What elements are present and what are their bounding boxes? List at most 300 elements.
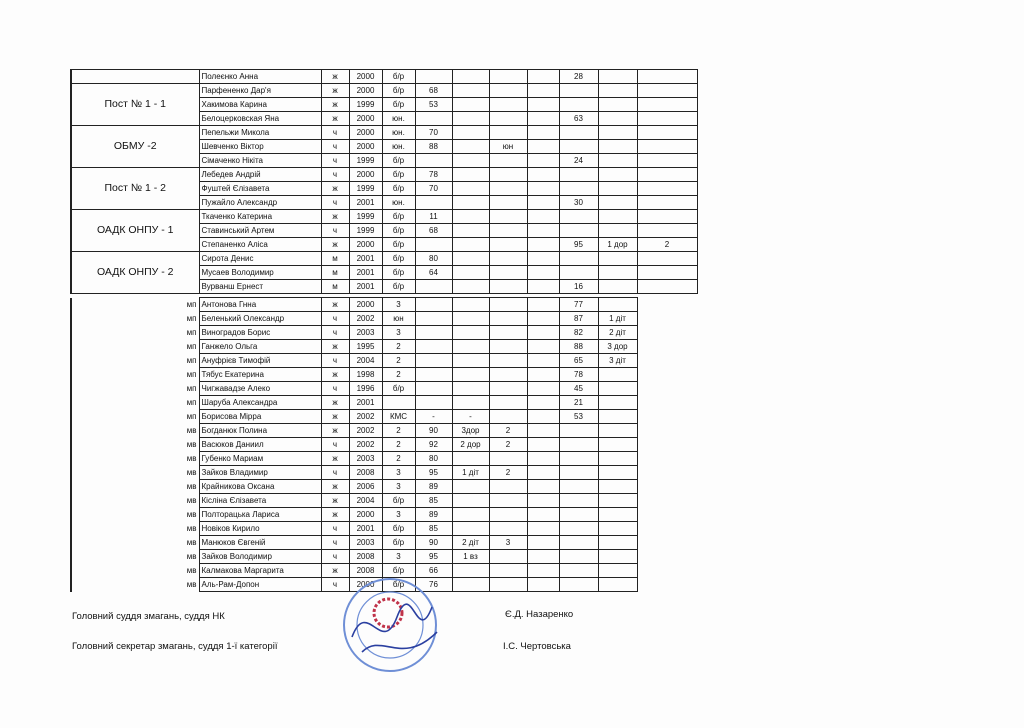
cell-place-3 <box>598 154 637 168</box>
cell-place-1 <box>452 238 489 252</box>
cell-score-2 <box>527 466 559 480</box>
cell-rank-1 <box>489 266 527 280</box>
cell-category: б/р <box>382 238 415 252</box>
cell-sex: ж <box>321 182 349 196</box>
individual-row <box>71 452 637 466</box>
cell-rank-3 <box>637 70 697 84</box>
cell-year: 2000 <box>349 140 382 154</box>
cell-score-3 <box>559 466 598 480</box>
cell-score-3 <box>559 182 598 196</box>
cell-sex: ч <box>321 224 349 238</box>
cell-score-3: 65 <box>559 354 598 368</box>
cell-sex: ч <box>321 354 349 368</box>
cell-category: КМС <box>382 410 415 424</box>
cell-rank-1: 3 <box>489 536 527 550</box>
cell-place-1 <box>452 154 489 168</box>
cell-score-3 <box>559 224 598 238</box>
cell-sex: ж <box>321 340 349 354</box>
cell-score-1: 95 <box>415 550 452 564</box>
cell-score-1: 80 <box>415 252 452 266</box>
cell-rank-1 <box>489 182 527 196</box>
cell-place-1 <box>452 298 489 312</box>
cell-place-1 <box>452 70 489 84</box>
cell-score-3 <box>559 126 598 140</box>
individual-row <box>71 382 637 396</box>
cell-score-1: 68 <box>415 224 452 238</box>
cell-year: 1999 <box>349 182 382 196</box>
cell-sex: ж <box>321 84 349 98</box>
cell-place-1 <box>452 396 489 410</box>
cell-score-3 <box>559 424 598 438</box>
cell-score-3 <box>559 210 598 224</box>
cell-group-prefix: мп <box>71 396 199 410</box>
cell-sex: ч <box>321 522 349 536</box>
cell-year: 2003 <box>349 452 382 466</box>
cell-place-3 <box>598 252 637 266</box>
cell-score-1: 11 <box>415 210 452 224</box>
cell-rank-3 <box>637 182 697 196</box>
cell-score-3: 95 <box>559 238 598 252</box>
cell-name: Белоцерковская Яна <box>199 112 321 126</box>
cell-score-1: 92 <box>415 438 452 452</box>
cell-group-prefix: мв <box>71 578 199 592</box>
cell-score-3 <box>559 550 598 564</box>
cell-place-1 <box>452 312 489 326</box>
cell-year: 2004 <box>349 354 382 368</box>
cell-score-3 <box>559 536 598 550</box>
cell-score-1 <box>415 340 452 354</box>
cell-score-2 <box>527 280 559 294</box>
cell-score-2 <box>527 182 559 196</box>
cell-score-3 <box>559 252 598 266</box>
cell-rank-1 <box>489 382 527 396</box>
cell-name: Губенко Мариам <box>199 452 321 466</box>
cell-score-1 <box>415 154 452 168</box>
cell-category: б/р <box>382 182 415 196</box>
cell-rank-1 <box>489 368 527 382</box>
team-row <box>71 252 697 266</box>
cell-category: б/р <box>382 84 415 98</box>
cell-score-2 <box>527 480 559 494</box>
cell-category: б/р <box>382 98 415 112</box>
cell-score-1 <box>415 238 452 252</box>
cell-place-3 <box>598 410 637 424</box>
cell-group-prefix: мв <box>71 480 199 494</box>
cell-name: Антонова Гнна <box>199 298 321 312</box>
cell-name: Лебедев Андрій <box>199 168 321 182</box>
cell-score-2 <box>527 98 559 112</box>
cell-score-1: 68 <box>415 84 452 98</box>
cell-year: 2001 <box>349 522 382 536</box>
cell-place-3 <box>598 536 637 550</box>
cell-place-3 <box>598 298 637 312</box>
cell-score-1: 90 <box>415 536 452 550</box>
cell-score-1 <box>415 70 452 84</box>
cell-group-prefix: мп <box>71 382 199 396</box>
cell-place-1 <box>452 140 489 154</box>
cell-place-3: 1 дор <box>598 238 637 252</box>
cell-score-2 <box>527 424 559 438</box>
cell-rank-1 <box>489 494 527 508</box>
cell-rank-3: 2 <box>637 238 697 252</box>
judge-title: Головний суддя змагань, суддя НК <box>72 611 225 622</box>
cell-score-2 <box>527 312 559 326</box>
cell-rank-3 <box>637 280 697 294</box>
official-seal <box>322 577 460 677</box>
cell-rank-1 <box>489 340 527 354</box>
cell-group-prefix: мв <box>71 438 199 452</box>
cell-place-3 <box>598 368 637 382</box>
cell-category: б/р <box>382 522 415 536</box>
cell-rank-1 <box>489 98 527 112</box>
cell-name: Виноградов Борис <box>199 326 321 340</box>
individual-row <box>71 312 637 326</box>
cell-sex: ж <box>321 508 349 522</box>
cell-category: б/р <box>382 154 415 168</box>
cell-sex: ч <box>321 154 349 168</box>
cell-place-1 <box>452 452 489 466</box>
cell-sex: ч <box>321 196 349 210</box>
cell-rank-1 <box>489 578 527 592</box>
cell-category: б/р <box>382 578 415 592</box>
cell-name: Хакимова Карина <box>199 98 321 112</box>
cell-name: Мусаев Володимир <box>199 266 321 280</box>
cell-score-3: 63 <box>559 112 598 126</box>
cell-place-1 <box>452 98 489 112</box>
cell-score-2 <box>527 140 559 154</box>
cell-sex: м <box>321 280 349 294</box>
cell-rank-1 <box>489 452 527 466</box>
cell-sex: ж <box>321 298 349 312</box>
cell-score-3 <box>559 578 598 592</box>
cell-place-3 <box>598 98 637 112</box>
team-row <box>71 210 697 224</box>
cell-sex: ж <box>321 210 349 224</box>
individual-row <box>71 466 637 480</box>
cell-score-3: 82 <box>559 326 598 340</box>
cell-rank-1: 2 <box>489 466 527 480</box>
cell-score-2 <box>527 298 559 312</box>
cell-category: юн. <box>382 112 415 126</box>
cell-score-2 <box>527 238 559 252</box>
cell-score-1: 89 <box>415 508 452 522</box>
cell-place-1: 3дор <box>452 424 489 438</box>
individual-row <box>71 410 637 424</box>
cell-group-prefix: мп <box>71 368 199 382</box>
cell-rank-3 <box>637 112 697 126</box>
cell-name: Пужайло Александр <box>199 196 321 210</box>
cell-score-2 <box>527 438 559 452</box>
cell-year: 2001 <box>349 396 382 410</box>
cell-category: 2 <box>382 354 415 368</box>
cell-place-3 <box>598 266 637 280</box>
individual-row <box>71 550 637 564</box>
cell-name: Шевченко Віктор <box>199 140 321 154</box>
cell-name: Степаненко Аліса <box>199 238 321 252</box>
cell-category: юн. <box>382 140 415 154</box>
cell-rank-1 <box>489 298 527 312</box>
cell-place-3 <box>598 126 637 140</box>
cell-place-3 <box>598 210 637 224</box>
cell-category: б/р <box>382 70 415 84</box>
cell-score-2 <box>527 266 559 280</box>
cell-place-1 <box>452 494 489 508</box>
cell-score-3: 16 <box>559 280 598 294</box>
cell-year: 2008 <box>349 466 382 480</box>
cell-score-1: 70 <box>415 126 452 140</box>
team-row <box>71 126 697 140</box>
cell-place-1: 2 дор <box>452 438 489 452</box>
cell-year: 2000 <box>349 84 382 98</box>
cell-sex: ч <box>321 536 349 550</box>
cell-rank-1 <box>489 196 527 210</box>
cell-name: Парфененко Дар'я <box>199 84 321 98</box>
cell-category: 3 <box>382 480 415 494</box>
cell-year: 1996 <box>349 382 382 396</box>
cell-year: 2003 <box>349 326 382 340</box>
cell-rank-1 <box>489 564 527 578</box>
cell-group-prefix: мп <box>71 354 199 368</box>
cell-score-2 <box>527 354 559 368</box>
signature-scribble <box>352 604 437 652</box>
cell-category: б/р <box>382 494 415 508</box>
cell-category <box>382 396 415 410</box>
cell-category: б/р <box>382 564 415 578</box>
cell-score-2 <box>527 84 559 98</box>
cell-place-1 <box>452 564 489 578</box>
cell-name: Новіков Кирило <box>199 522 321 536</box>
cell-score-3: 28 <box>559 70 598 84</box>
cell-place-3 <box>598 494 637 508</box>
cell-name: Кісліна Єлізавета <box>199 494 321 508</box>
cell-sex: м <box>321 266 349 280</box>
cell-score-3: 87 <box>559 312 598 326</box>
cell-name: Манюков Євгеній <box>199 536 321 550</box>
cell-rank-1 <box>489 70 527 84</box>
individual-row <box>71 508 637 522</box>
cell-score-1 <box>415 368 452 382</box>
cell-rank-1 <box>489 84 527 98</box>
cell-score-1: 66 <box>415 564 452 578</box>
cell-year: 2000 <box>349 298 382 312</box>
cell-place-1 <box>452 368 489 382</box>
cell-place-3 <box>598 168 637 182</box>
cell-place-3 <box>598 438 637 452</box>
cell-score-1: 95 <box>415 466 452 480</box>
cell-place-3 <box>598 396 637 410</box>
cell-category: б/р <box>382 168 415 182</box>
team-label <box>71 70 199 84</box>
cell-rank-1 <box>489 326 527 340</box>
cell-score-1: 76 <box>415 578 452 592</box>
cell-group-prefix: мв <box>71 508 199 522</box>
cell-group-prefix: мп <box>71 298 199 312</box>
cell-name: Тябус Екатерина <box>199 368 321 382</box>
cell-year: 1999 <box>349 98 382 112</box>
cell-category: б/р <box>382 536 415 550</box>
cell-name: Вурванш Ернест <box>199 280 321 294</box>
cell-rank-3 <box>637 266 697 280</box>
cell-place-3 <box>598 508 637 522</box>
cell-score-3 <box>559 480 598 494</box>
team-results-table <box>70 69 698 294</box>
cell-place-3 <box>598 70 637 84</box>
cell-group-prefix: мв <box>71 452 199 466</box>
cell-place-3 <box>598 564 637 578</box>
cell-score-2 <box>527 494 559 508</box>
cell-year: 2000 <box>349 112 382 126</box>
cell-place-1 <box>452 210 489 224</box>
cell-score-3 <box>559 168 598 182</box>
cell-category: 2 <box>382 438 415 452</box>
cell-sex: ч <box>321 168 349 182</box>
cell-year: 2000 <box>349 168 382 182</box>
cell-place-3 <box>598 452 637 466</box>
cell-sex: ж <box>321 396 349 410</box>
cell-name: Ставинський Артем <box>199 224 321 238</box>
cell-category: б/р <box>382 382 415 396</box>
cell-score-1: 70 <box>415 182 452 196</box>
cell-category: 3 <box>382 508 415 522</box>
cell-score-3: 78 <box>559 368 598 382</box>
individual-row <box>71 354 637 368</box>
cell-place-3 <box>598 84 637 98</box>
cell-name: Сирота Денис <box>199 252 321 266</box>
cell-year: 1999 <box>349 210 382 224</box>
cell-rank-3 <box>637 224 697 238</box>
cell-score-1 <box>415 312 452 326</box>
cell-name: Полеєнко Анна <box>199 70 321 84</box>
cell-score-3 <box>559 508 598 522</box>
cell-year: 2000 <box>349 70 382 84</box>
cell-score-3: 24 <box>559 154 598 168</box>
cell-name: Шаруба Александра <box>199 396 321 410</box>
cell-group-prefix: мв <box>71 550 199 564</box>
team-row <box>71 70 697 84</box>
cell-score-2 <box>527 382 559 396</box>
cell-place-3: 3 діт <box>598 354 637 368</box>
cell-place-3 <box>598 578 637 592</box>
cell-sex: ж <box>321 564 349 578</box>
secretary-name: І.С. Чертовська <box>503 641 571 652</box>
cell-score-3: 53 <box>559 410 598 424</box>
cell-score-2 <box>527 252 559 266</box>
cell-score-2 <box>527 564 559 578</box>
cell-score-2 <box>527 210 559 224</box>
cell-year: 2008 <box>349 564 382 578</box>
cell-score-1: 90 <box>415 424 452 438</box>
cell-rank-1 <box>489 126 527 140</box>
individual-row <box>71 368 637 382</box>
cell-year: 2002 <box>349 424 382 438</box>
cell-place-3: 1 діт <box>598 312 637 326</box>
cell-place-1 <box>452 252 489 266</box>
cell-category: б/р <box>382 224 415 238</box>
individual-row <box>71 494 637 508</box>
individual-results-table <box>70 297 638 592</box>
cell-year: 2008 <box>349 550 382 564</box>
cell-rank-1 <box>489 238 527 252</box>
individual-row <box>71 424 637 438</box>
cell-year: 2001 <box>349 252 382 266</box>
cell-score-2 <box>527 536 559 550</box>
cell-place-3 <box>598 140 637 154</box>
cell-score-3 <box>559 84 598 98</box>
cell-score-1: 53 <box>415 98 452 112</box>
cell-rank-1 <box>489 522 527 536</box>
cell-category: б/р <box>382 252 415 266</box>
cell-year: 1998 <box>349 368 382 382</box>
cell-rank-1 <box>489 550 527 564</box>
cell-rank-3 <box>637 126 697 140</box>
cell-sex: ж <box>321 480 349 494</box>
team-row <box>71 84 697 98</box>
cell-place-3 <box>598 112 637 126</box>
cell-rank-1: 2 <box>489 438 527 452</box>
cell-rank-3 <box>637 168 697 182</box>
cell-group-prefix: мв <box>71 466 199 480</box>
cell-score-2 <box>527 326 559 340</box>
cell-place-3 <box>598 424 637 438</box>
cell-name: Полторацька Лариса <box>199 508 321 522</box>
cell-place-1 <box>452 112 489 126</box>
team-label: ОБМУ -2 <box>71 126 199 168</box>
team-label: Пост № 1 - 1 <box>71 84 199 126</box>
cell-rank-1: 2 <box>489 424 527 438</box>
cell-category: юн. <box>382 126 415 140</box>
cell-year: 1995 <box>349 340 382 354</box>
cell-name: Зайков Володимир <box>199 550 321 564</box>
cell-score-3 <box>559 266 598 280</box>
cell-name: Васюков Даниил <box>199 438 321 452</box>
cell-year: 2002 <box>349 410 382 424</box>
cell-year: 2002 <box>349 312 382 326</box>
cell-score-3 <box>559 438 598 452</box>
cell-score-1: 78 <box>415 168 452 182</box>
cell-place-3 <box>598 280 637 294</box>
judge-name: Є.Д. Назаренко <box>505 609 574 620</box>
cell-place-3: 2 діт <box>598 326 637 340</box>
cell-score-3 <box>559 564 598 578</box>
cell-category: 2 <box>382 340 415 354</box>
cell-score-3: 45 <box>559 382 598 396</box>
cell-score-2 <box>527 550 559 564</box>
cell-sex: ж <box>321 424 349 438</box>
cell-score-3 <box>559 522 598 536</box>
cell-sex: ж <box>321 98 349 112</box>
cell-score-1 <box>415 112 452 126</box>
cell-score-2 <box>527 522 559 536</box>
individual-row <box>71 326 637 340</box>
individual-row <box>71 396 637 410</box>
cell-score-2 <box>527 410 559 424</box>
cell-year: 2000 <box>349 578 382 592</box>
cell-year: 2002 <box>349 438 382 452</box>
cell-place-1 <box>452 126 489 140</box>
cell-sex: ч <box>321 578 349 592</box>
cell-sex: ч <box>321 126 349 140</box>
cell-score-1: 85 <box>415 522 452 536</box>
cell-rank-1 <box>489 210 527 224</box>
cell-year: 2003 <box>349 536 382 550</box>
cell-name: Ануфрієв Тимофій <box>199 354 321 368</box>
cell-score-2 <box>527 578 559 592</box>
cell-rank-3 <box>637 84 697 98</box>
team-label: ОАДК ОНПУ - 1 <box>71 210 199 252</box>
cell-score-1: 88 <box>415 140 452 154</box>
individual-row <box>71 536 637 550</box>
cell-place-1 <box>452 508 489 522</box>
